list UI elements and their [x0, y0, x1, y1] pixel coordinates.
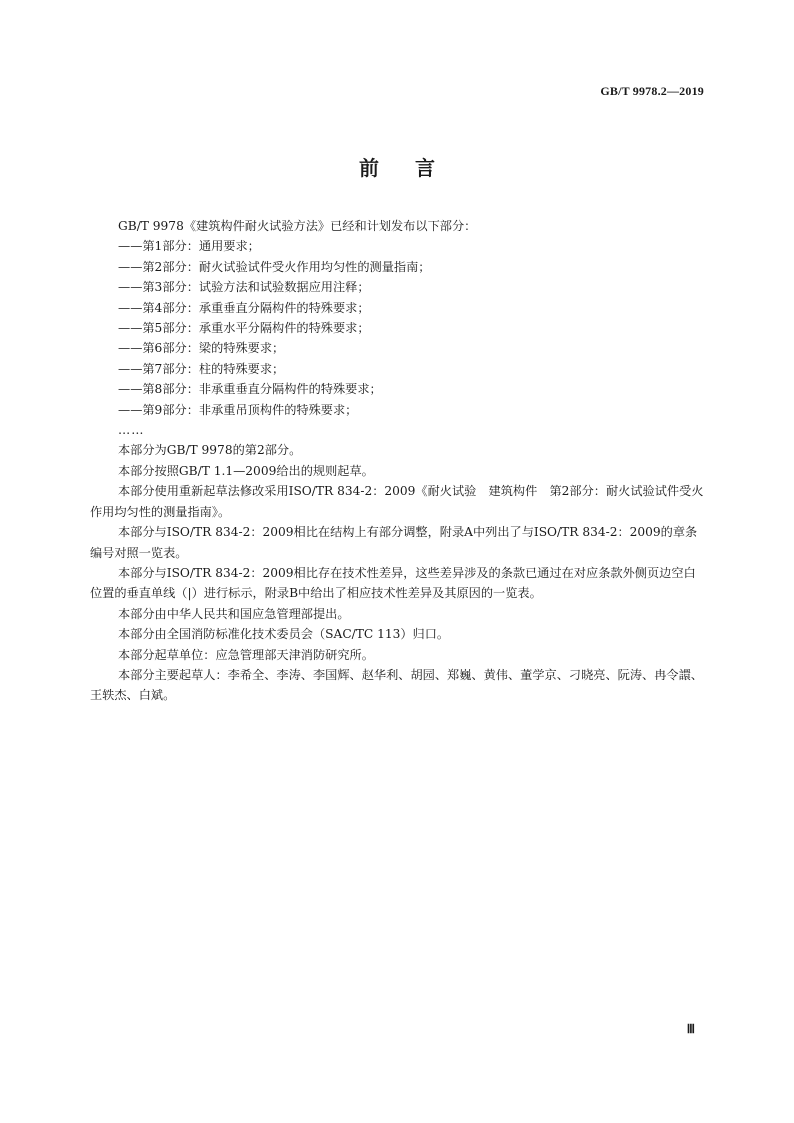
page-title: 前言 — [359, 156, 471, 180]
intro-paragraph: GB/T 9978《建筑构件耐火试验方法》已经和计划发布以下部分： — [118, 219, 477, 233]
list-item: ——第5部分：承重水平分隔构件的特殊要求； — [118, 321, 370, 336]
paragraph: 本部分与ISO/TR 834-2：2009相比在结构上有部分调整，附录A中列出了与ISO/TR 834-2：2009的章条编号对照一览表。 — [90, 525, 698, 560]
list-ellipsis: …… — [118, 423, 145, 438]
list-item: ——第4部分：承重垂直分隔构件的特殊要求； — [118, 300, 370, 315]
list-item: ——第6部分：梁的特殊要求； — [118, 341, 285, 356]
foreword-body — [90, 216, 706, 706]
standard-number: GB/T 9978.2—2019 — [600, 84, 704, 98]
paragraph: 本部分与ISO/TR 834-2：2009相比存在技术性差异，这些差异涉及的条款已通过在对应条款外侧页边空白位置的垂直单线（|）进行标示，附录B中给出了相应技术性差异及其原因的一览表。 — [90, 565, 696, 601]
list-item: ——第3部分：试验方法和试验数据应用注释； — [118, 280, 370, 295]
list-item: ——第1部分：通用要求； — [118, 239, 260, 254]
paragraph: 本部分由中华人民共和国应急管理部提出。 — [118, 606, 350, 621]
list-item: ——第7部分：柱的特殊要求； — [118, 361, 285, 376]
paragraph: 本部分由全国消防标准化技术委员会（SAC/TC 113）归口。 — [118, 627, 450, 642]
list-item: ——第2部分：耐火试验试件受火作用均匀性的测量指南； — [118, 259, 431, 274]
paragraph: 本部分使用重新起草法修改采用ISO/TR 834-2：2009《耐火试验 建筑构件 第2部分：耐火试验试件受火作用均匀性的测量指南》。 — [90, 484, 704, 519]
page-number: Ⅲ — [686, 1022, 695, 1036]
list-item: ——第8部分：非承重垂直分隔构件的特殊要求； — [118, 382, 382, 397]
paragraph: 本部分主要起草人：李希全、李涛、李国辉、赵华利、胡园、郑巍、黄伟、董学京、刁晓亮、阮涛、冉令譞、王轶杰、白斌。 — [90, 667, 703, 703]
parts-list — [90, 236, 706, 420]
paragraph: 本部分为GB/T 9978的第2部分。 — [118, 443, 302, 458]
list-item: ——第9部分：非承重吊顶构件的特殊要求； — [118, 402, 358, 417]
paragraph: 本部分按照GB/T 1.1—2009给出的规则起草。 — [118, 463, 374, 478]
paragraph: 本部分起草单位：应急管理部天津消防研究所。 — [118, 647, 374, 662]
